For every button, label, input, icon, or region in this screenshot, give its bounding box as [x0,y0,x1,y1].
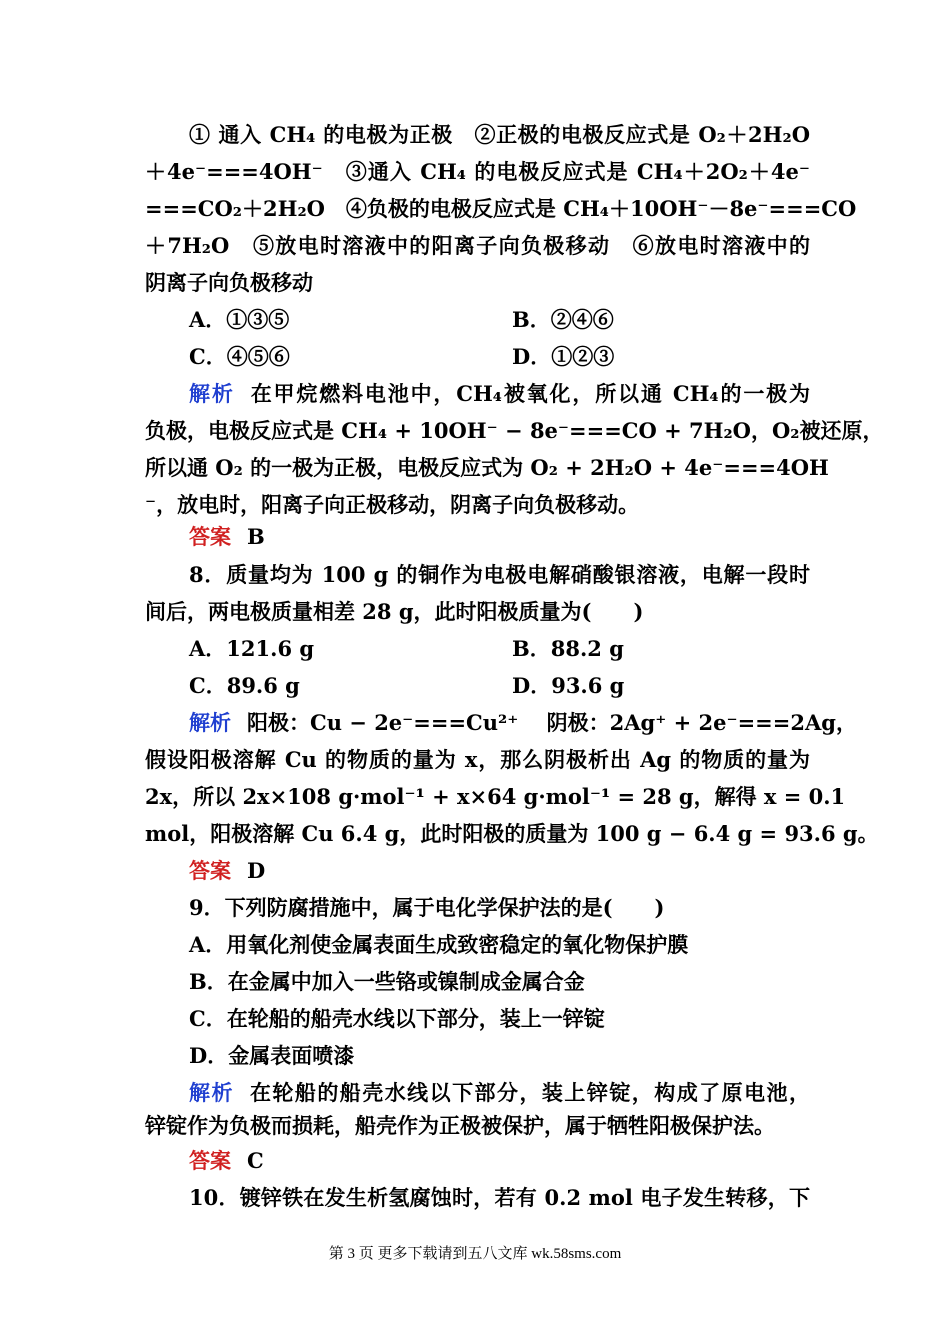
q8-analysis-line-1 [189,708,857,738]
q9-analysis-line-1 [189,1078,810,1108]
q7-analysis-line-4: ⁻，放电时，阳离子向正极移动，阴离子向负极移动。 [145,492,640,517]
answer-label: 答案 [189,858,231,883]
q8-analysis-text-1: 阳极：Cu − 2e⁻===Cu²⁺ 阴极：2Ag⁺ + 2e⁻===2Ag， [247,710,857,735]
q9-option-a: A．用氧化剂使金属表面生成致密稳定的氧化物保护膜 [189,932,689,957]
q8-analysis-line-4: mol，阳极溶解 Cu 6.4 g，此时阳极的质量为 100 g − 6.4 g = 93.6 g。 [145,821,879,846]
q7-line-2: ＋4e⁻===4OH⁻ ③通入 CH₄ 的电极反应式是 CH₄＋2O₂＋4e⁻ [145,159,810,184]
q8-option-c: C．89.6 g [189,673,300,698]
q8-option-a: A．121.6 g [189,636,315,661]
analysis-label: 解析 [189,1080,234,1105]
q9-option-b: B．在金属中加入一些铬或镍制成金属合金 [189,969,585,994]
q7-option-a: A．①③⑤ [189,307,290,332]
q7-option-d: D．①②③ [512,344,615,369]
q8-analysis-line-2: 假设阳极溶解 Cu 的物质的量为 x，那么阴极析出 Ag 的物质的量为 [145,747,810,772]
q7-analysis-text-1: 在甲烷燃料电池中，CH₄被氧化，所以通 CH₄的一极为 [250,381,810,406]
q9-analysis-line-2: 锌锭作为负极而损耗，船壳作为正极被保护，属于牺牲阳极保护法。 [145,1113,775,1138]
q9-option-c: C．在轮船的船壳水线以下部分，装上一锌锭 [189,1006,605,1031]
answer-label: 答案 [189,1148,231,1173]
q7-answer-value: B [247,524,265,549]
q9-analysis-text-1: 在轮船的船壳水线以下部分，装上锌锭，构成了原电池， [249,1080,811,1105]
q7-analysis-line-1 [189,379,810,409]
q7-line-3: ===CO₂＋2H₂O ④负极的电极反应式是 CH₄＋10OH⁻－8e⁻===CO [145,196,857,221]
analysis-label: 解析 [189,381,235,406]
q7-option-c: C．④⑤⑥ [189,344,290,369]
q10-stem: 10．镀锌铁在发生析氢腐蚀时，若有 0.2 mol 电子发生转移，下 [189,1185,810,1210]
q7-line-5: 阴离子向负极移动 [145,270,313,295]
q8-stem-line-1: 8．质量均为 100 g 的铜作为电极电解硝酸银溶液，电解一段时 [189,562,810,587]
answer-label: 答案 [189,524,231,549]
q9-answer-value: C [247,1148,264,1173]
page-footer: 第 3 页 更多下载请到五八文库 wk.58sms.com [328,1246,622,1262]
q8-stem-line-2: 间后，两电极质量相差 28 g，此时阳极质量为( ) [145,599,644,624]
q7-answer-line [189,522,810,552]
q8-option-d: D．93.6 g [512,673,625,698]
q9-option-d: D．金属表面喷漆 [189,1043,355,1068]
q9-answer-line [189,1146,810,1176]
q7-analysis-line-2: 负极，电极反应式是 CH₄ + 10OH⁻ − 8e⁻===CO + 7H₂O，O₂被还原， [145,418,884,443]
q9-stem: 9．下列防腐措施中，属于电化学保护法的是( ) [189,895,665,920]
q8-option-b: B．88.2 g [512,636,624,661]
q7-line-4: ＋7H₂O ⑤放电时溶液中的阳离子向负极移动 ⑥放电时溶液中的 [145,233,810,258]
q7-line-1: ① 通入 CH₄ 的电极为正极 ②正极的电极反应式是 O₂＋2H₂O [189,122,810,147]
q8-answer-line [189,856,810,886]
q8-answer-value: D [247,858,266,883]
q7-option-b: B．②④⑥ [512,307,614,332]
analysis-label: 解析 [189,710,231,735]
q8-analysis-line-3: 2x，所以 2x×108 g·mol⁻¹ + x×64 g·mol⁻¹ = 28 g，解得 x = 0.1 [145,784,846,809]
q7-analysis-line-3: 所以通 O₂ 的一极为正极，电极反应式为 O₂ + 2H₂O + 4e⁻===4OH [145,455,829,480]
